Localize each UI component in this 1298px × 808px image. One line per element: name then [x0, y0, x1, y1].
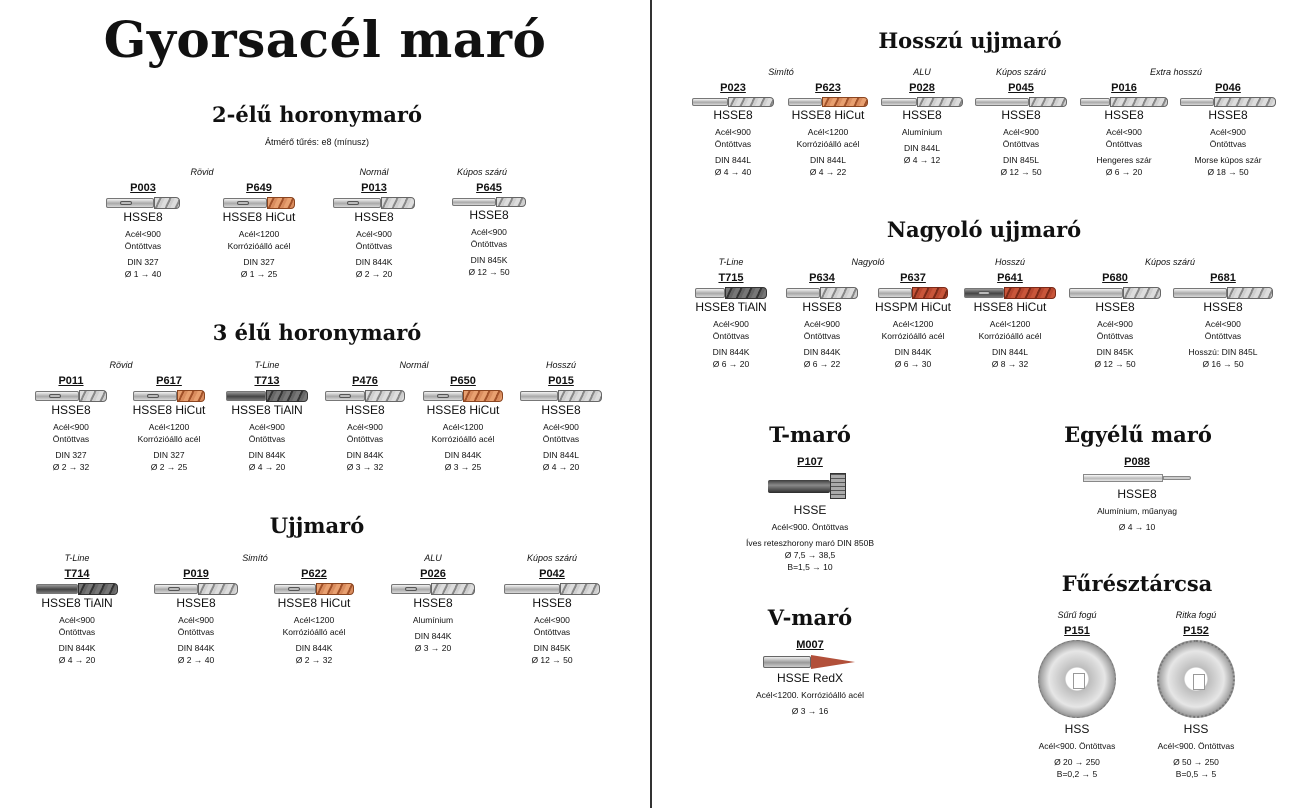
- tool-diameter: Ø 3 → 16: [791, 706, 829, 716]
- tool-code[interactable]: P645: [476, 182, 502, 194]
- tool-code[interactable]: P045: [1008, 82, 1034, 94]
- tool-workpiece: Acél<900: [356, 229, 392, 239]
- tool-workpiece: Acél<900: [53, 422, 89, 432]
- tool-diameter: Ø 6 → 20: [1105, 167, 1143, 177]
- tool-material: HSSPM HiCut: [874, 300, 951, 314]
- tool-diameter: Ø 2 → 40: [177, 655, 215, 665]
- tool-workpiece: Alumínium: [412, 615, 454, 625]
- end-mill-image: [133, 389, 205, 403]
- group-label: Hosszú: [994, 257, 1026, 267]
- tool-width: B=0,2 → 5: [1056, 769, 1098, 779]
- tool-code[interactable]: T713: [254, 375, 280, 387]
- tool-diameter: Ø 12 → 50: [1094, 359, 1136, 369]
- tool-diameter: Ø 4 → 10: [1118, 522, 1156, 532]
- tool-material: HSS: [1064, 722, 1090, 736]
- tool-workpiece: Acél<900: [1106, 127, 1142, 137]
- tool-material: HSSE8: [123, 210, 163, 224]
- tool-workpiece-2: Öntöttvas: [1204, 331, 1242, 341]
- tool-code[interactable]: P011: [58, 375, 84, 387]
- tool-material: HSSE8: [345, 403, 385, 417]
- tool-workpiece-2: Öntöttvas: [346, 434, 384, 444]
- group-label: T-Line: [254, 360, 280, 370]
- tool-code[interactable]: P026: [420, 568, 446, 580]
- group-label: Ritka fogú: [1175, 610, 1217, 620]
- tool-card: [501, 375, 621, 473]
- section-title-3el: 3 élű horonymaró: [212, 320, 422, 345]
- group-label: Simító: [768, 67, 794, 77]
- end-mill-image: [504, 582, 600, 596]
- end-mill-image: [788, 96, 868, 108]
- tool-code[interactable]: P019: [183, 568, 209, 580]
- tool-standard: DIN 844K: [414, 631, 452, 641]
- tool-workpiece-2: Öntöttvas: [470, 239, 508, 249]
- page-divider: [650, 0, 652, 808]
- end-mill-image: [36, 582, 118, 596]
- tool-material: HSSE8 HiCut: [132, 403, 206, 417]
- tool-material: HSSE8: [802, 300, 842, 314]
- tool-workpiece-2: Öntöttvas: [542, 434, 580, 444]
- tool-material: HSSE RedX: [776, 671, 844, 685]
- tool-standard: DIN 845L: [1003, 155, 1039, 165]
- tool-workpiece: Acél<1200: [148, 422, 190, 432]
- tool-workpiece-2: Korrózióálló acél: [881, 331, 945, 341]
- tool-code[interactable]: P681: [1210, 272, 1236, 284]
- tool-diameter: Ø 3 → 32: [346, 462, 384, 472]
- tool-diameter: Ø 4 → 20: [248, 462, 286, 472]
- group-label: Normál: [399, 360, 429, 370]
- tool-card: [136, 568, 256, 666]
- end-mill-image: [154, 582, 238, 596]
- tool-standard: DIN 844K: [346, 450, 384, 460]
- tool-width: B=0,5 → 5: [1175, 769, 1217, 779]
- tool-standard: DIN 844L: [715, 155, 751, 165]
- end-mill-image: [423, 389, 503, 403]
- group-label: Simító: [242, 553, 268, 563]
- tool-material: HSSE8 HiCut: [277, 596, 351, 610]
- tool-material: HSSE8: [902, 108, 942, 122]
- tool-diameter: Ø 2 → 20: [355, 269, 393, 279]
- tool-workpiece: Acél<900: [713, 319, 749, 329]
- tool-workpiece: Acél<1200: [293, 615, 335, 625]
- tool-material: HSSE8 TiAlN: [231, 403, 303, 417]
- tool-code[interactable]: P641: [997, 272, 1023, 284]
- tool-material: HSSE8: [413, 596, 453, 610]
- end-mill-image: [695, 286, 767, 300]
- end-mill-image: [223, 196, 295, 210]
- tool-code[interactable]: P151: [1064, 625, 1090, 637]
- tool-standard: DIN 844L: [543, 450, 579, 460]
- tool-diameter: Ø 4 → 20: [542, 462, 580, 472]
- tolerance-note: Átmérő tűrés: e8 (mínusz): [264, 137, 370, 147]
- group-label: T-Line: [64, 553, 90, 563]
- tool-standard: DIN 844L: [810, 155, 846, 165]
- tool-standard: DIN 327: [243, 257, 275, 267]
- group-label: Normál: [359, 167, 389, 177]
- tool-standard: DIN 327: [153, 450, 185, 460]
- tool-code[interactable]: P003: [130, 182, 156, 194]
- tool-card: [1168, 82, 1288, 178]
- end-mill-image: [1180, 96, 1276, 108]
- tool-workpiece: Acél<900: [471, 227, 507, 237]
- tool-standard: DIN 844K: [58, 643, 96, 653]
- tool-diameter: Ø 4 → 20: [58, 655, 96, 665]
- group-label: Extra hosszú: [1149, 67, 1203, 77]
- tool-material: HSSE8: [541, 403, 581, 417]
- tool-code[interactable]: P152: [1183, 625, 1209, 637]
- group-label: Kúpos szárú: [526, 553, 578, 563]
- tool-code[interactable]: P476: [352, 375, 378, 387]
- section-title-egyelu: Egyélű maró: [1064, 422, 1212, 447]
- tool-standard: Morse kúpos szár: [1194, 155, 1262, 165]
- tool-code[interactable]: T715: [718, 272, 744, 284]
- tool-workpiece-2: Öntöttvas: [1105, 139, 1143, 149]
- tool-code[interactable]: P013: [361, 182, 387, 194]
- group-label: Kúpos szárú: [1144, 257, 1196, 267]
- tool-width: B=1,5 → 10: [787, 562, 833, 572]
- end-mill-image: [333, 196, 415, 210]
- single-flute-cutter-image: [1083, 473, 1191, 483]
- end-mill-image: [35, 389, 107, 403]
- group-label: T-Line: [718, 257, 744, 267]
- tool-card: [1136, 625, 1256, 780]
- tool-workpiece-2: Öntöttvas: [52, 434, 90, 444]
- tool-workpiece: Acél<1200. Korrózióálló acél: [756, 690, 864, 700]
- section-title-t-maro: T-maró: [769, 422, 851, 447]
- tool-workpiece-2: Öntöttvas: [533, 627, 571, 637]
- tool-workpiece: Acél<900: [715, 127, 751, 137]
- tool-code[interactable]: P015: [548, 375, 574, 387]
- end-mill-image: [964, 286, 1056, 300]
- tool-workpiece: Acél<900: [1003, 127, 1039, 137]
- tool-standard: DIN 844K: [295, 643, 333, 653]
- tool-workpiece-2: Öntöttvas: [712, 331, 750, 341]
- tool-workpiece-2: Öntöttvas: [58, 627, 96, 637]
- tool-material: HSSE8 HiCut: [973, 300, 1047, 314]
- tool-workpiece-2: Korrózióálló acél: [431, 434, 495, 444]
- tool-material: HSSE8: [713, 108, 753, 122]
- tool-material: HSSE8 HiCut: [426, 403, 500, 417]
- tool-card: [1017, 625, 1137, 780]
- tool-standard: DIN 844L: [904, 143, 940, 153]
- tool-diameter: Ø 2 → 25: [150, 462, 188, 472]
- tool-standard: DIN 844K: [803, 347, 841, 357]
- saw-blade-image: [1038, 640, 1116, 718]
- tool-material: HSSE8: [176, 596, 216, 610]
- tool-workpiece-2: Öntöttvas: [1096, 331, 1134, 341]
- tool-standard: DIN 844K: [177, 643, 215, 653]
- tool-material: HSSE8: [1208, 108, 1248, 122]
- tool-code[interactable]: P617: [156, 375, 182, 387]
- tool-workpiece: Acél<900. Öntöttvas: [1038, 741, 1116, 751]
- tool-workpiece: Acél<900. Öntöttvas: [771, 522, 849, 532]
- tool-material: HSSE8 HiCut: [222, 210, 296, 224]
- tool-standard: Hengeres szár: [1096, 155, 1152, 165]
- tool-standard: DIN 327: [127, 257, 159, 267]
- tool-workpiece: Acél<1200: [238, 229, 280, 239]
- tool-card: [1064, 82, 1184, 178]
- group-label: Hosszú: [545, 360, 577, 370]
- tool-standard: DIN 844L: [992, 347, 1028, 357]
- end-mill-image: [692, 96, 774, 108]
- tool-diameter: Ø 20 → 250: [1054, 757, 1100, 767]
- section-title-2el: 2-élű horonymaró: [212, 102, 422, 127]
- tool-workpiece: Acél<900. Öntöttvas: [1157, 741, 1235, 751]
- section-title-nagyolo: Nagyoló ujjmaró: [886, 217, 1082, 242]
- tool-code[interactable]: P623: [815, 82, 841, 94]
- group-label: Rövid: [190, 167, 214, 177]
- tool-workpiece: Acél<1200: [807, 127, 849, 137]
- tool-card: [314, 182, 434, 280]
- tool-code[interactable]: T714: [64, 568, 90, 580]
- tool-workpiece-2: Korrózióálló acél: [796, 139, 860, 149]
- tool-workpiece-2: Korrózióálló acél: [137, 434, 201, 444]
- group-label: Nagyoló: [851, 257, 885, 267]
- tool-card: [492, 568, 612, 666]
- tool-code[interactable]: P680: [1102, 272, 1128, 284]
- tool-workpiece: Acél<1200: [892, 319, 934, 329]
- tool-material: HSSE8: [1203, 300, 1243, 314]
- tool-material: HSSE8: [1095, 300, 1135, 314]
- tool-material: HSSE8: [469, 208, 509, 222]
- tool-standard: DIN 845K: [1096, 347, 1134, 357]
- end-mill-image: [325, 389, 405, 403]
- end-mill-image: [878, 286, 948, 300]
- tool-code[interactable]: P028: [909, 82, 935, 94]
- tool-workpiece: Acél<900: [178, 615, 214, 625]
- tool-workpiece: Acél<900: [1210, 127, 1246, 137]
- tool-diameter: Ø 50 → 250: [1173, 757, 1219, 767]
- tool-workpiece-2: Öntöttvas: [124, 241, 162, 251]
- tool-diameter: Ø 12 → 50: [1000, 167, 1042, 177]
- tool-card: [730, 639, 890, 717]
- group-label: Sűrű fogú: [1057, 610, 1097, 620]
- tool-code[interactable]: P088: [1124, 456, 1150, 468]
- tool-diameter: Ø 18 → 50: [1207, 167, 1249, 177]
- tool-diameter: Ø 6 → 30: [894, 359, 932, 369]
- tool-description: Íves reteszhorony maró DIN 850B: [745, 538, 875, 548]
- tool-code[interactable]: P023: [720, 82, 746, 94]
- group-label: Rövid: [109, 360, 133, 370]
- tool-material: HSSE8: [354, 210, 394, 224]
- tool-code[interactable]: P016: [1111, 82, 1137, 94]
- tool-diameter: Ø 4 → 22: [809, 167, 847, 177]
- end-mill-image: [1080, 96, 1168, 108]
- tool-material: HSSE8: [51, 403, 91, 417]
- tool-diameter: Ø 16 → 50: [1202, 359, 1244, 369]
- tool-standard: DIN 327: [55, 450, 87, 460]
- tool-card: [17, 568, 137, 666]
- tool-diameter: Ø 8 → 32: [991, 359, 1029, 369]
- tool-diameter: Ø 4 → 40: [714, 167, 752, 177]
- saw-blade-image: [1157, 640, 1235, 718]
- tool-workpiece: Alumínium, műanyag: [1097, 506, 1177, 516]
- tool-workpiece-2: Korrózióálló acél: [227, 241, 291, 251]
- tool-workpiece: Alumínium: [901, 127, 943, 137]
- end-mill-image: [881, 96, 963, 108]
- tool-diameter: Ø 12 → 50: [531, 655, 573, 665]
- tool-workpiece-2: Öntöttvas: [248, 434, 286, 444]
- tool-diameter: Ø 2 → 32: [52, 462, 90, 472]
- end-mill-image: [520, 389, 602, 403]
- tool-diameter: Ø 6 → 22: [803, 359, 841, 369]
- tool-code[interactable]: P046: [1215, 82, 1241, 94]
- group-label: ALU: [913, 67, 931, 77]
- tool-workpiece: Acél<900: [534, 615, 570, 625]
- tool-material: HSSE8: [1001, 108, 1041, 122]
- tool-workpiece: Acél<900: [249, 422, 285, 432]
- tool-card: [730, 456, 890, 573]
- tool-diameter: Ø 1 → 25: [240, 269, 278, 279]
- t-slot-cutter-image: [768, 473, 853, 499]
- end-mill-image: [391, 582, 475, 596]
- tool-standard: DIN 844K: [444, 450, 482, 460]
- tool-workpiece: Acél<900: [125, 229, 161, 239]
- tool-diameter: Ø 3 → 25: [444, 462, 482, 472]
- tool-material: HSSE8: [532, 596, 572, 610]
- tool-diameter: Ø 7,5 → 38,5: [784, 550, 836, 560]
- tool-workpiece-2: Öntöttvas: [355, 241, 393, 251]
- tool-material: HSSE8 TiAlN: [695, 300, 767, 314]
- tool-standard: DIN 845K: [533, 643, 571, 653]
- end-mill-image: [1069, 286, 1161, 300]
- section-title-fureszt: Fűrésztárcsa: [1061, 571, 1213, 596]
- tool-material: HSSE8: [1117, 487, 1157, 501]
- tool-workpiece: Acél<900: [543, 422, 579, 432]
- tool-workpiece: Acél<1200: [989, 319, 1031, 329]
- section-title-ujjmaro: Ujjmaró: [269, 513, 365, 538]
- tool-card: [950, 272, 1070, 370]
- tool-code[interactable]: P637: [900, 272, 926, 284]
- tool-workpiece-2: Öntöttvas: [1209, 139, 1247, 149]
- tool-workpiece-2: Korrózióálló acél: [282, 627, 346, 637]
- tool-card: [199, 182, 319, 280]
- tool-card: [1057, 456, 1217, 533]
- section-title-v-maro: V-maró: [767, 605, 853, 630]
- tool-card: [429, 182, 549, 278]
- tool-workpiece: Acél<1200: [442, 422, 484, 432]
- tool-workpiece: Acél<900: [59, 615, 95, 625]
- page-title: Gyorsacél maró: [103, 10, 547, 69]
- tool-workpiece: Acél<900: [347, 422, 383, 432]
- tool-material: HSSE8 TiAlN: [41, 596, 113, 610]
- end-mill-image: [226, 389, 308, 403]
- tool-card: [1055, 272, 1175, 370]
- tool-standard: DIN 845K: [470, 255, 508, 265]
- tool-standard: Hosszú: DIN 845L: [1188, 347, 1258, 357]
- end-mill-image: [452, 196, 526, 208]
- tool-code[interactable]: P634: [809, 272, 835, 284]
- tool-code[interactable]: P650: [450, 375, 476, 387]
- tool-diameter: Ø 12 → 50: [468, 267, 510, 277]
- end-mill-image: [975, 96, 1067, 108]
- tool-workpiece-2: Öntöttvas: [714, 139, 752, 149]
- tool-material: HSSE8: [1104, 108, 1144, 122]
- tool-card: [83, 182, 203, 280]
- section-title-hosszu: Hosszú ujjmaró: [878, 28, 1062, 53]
- tool-material: HSSE8 HiCut: [791, 108, 865, 122]
- tool-card: [961, 82, 1081, 178]
- end-mill-image: [1173, 286, 1273, 300]
- tool-code[interactable]: M007: [796, 639, 824, 651]
- tool-diameter: Ø 2 → 32: [295, 655, 333, 665]
- group-label: Kúpos szárú: [456, 167, 508, 177]
- tool-material: HSS: [1183, 722, 1209, 736]
- tool-workpiece-2: Korrózióálló acél: [978, 331, 1042, 341]
- tool-code[interactable]: P042: [539, 568, 565, 580]
- tool-workpiece-2: Öntöttvas: [803, 331, 841, 341]
- tool-standard: DIN 844K: [894, 347, 932, 357]
- tool-diameter: Ø 1 → 40: [124, 269, 162, 279]
- tool-card: [254, 568, 374, 666]
- tool-standard: DIN 844K: [712, 347, 750, 357]
- tool-workpiece: Acél<900: [1097, 319, 1133, 329]
- end-mill-image: [786, 286, 858, 300]
- tool-diameter: Ø 3 → 20: [414, 643, 452, 653]
- tool-diameter: Ø 6 → 20: [712, 359, 750, 369]
- group-label: Kúpos szárú: [995, 67, 1047, 77]
- end-mill-image: [274, 582, 354, 596]
- tool-workpiece: Acél<900: [1205, 319, 1241, 329]
- tool-card: [1163, 272, 1283, 370]
- tool-code[interactable]: P107: [797, 456, 823, 468]
- end-mill-image: [106, 196, 180, 210]
- group-label: ALU: [424, 553, 442, 563]
- v-cutter-image: [763, 655, 858, 669]
- tool-diameter: Ø 4 → 12: [903, 155, 941, 165]
- tool-code[interactable]: P622: [301, 568, 327, 580]
- tool-workpiece-2: Öntöttvas: [177, 627, 215, 637]
- tool-workpiece: Acél<900: [804, 319, 840, 329]
- tool-material: HSSE: [793, 503, 827, 517]
- tool-workpiece-2: Öntöttvas: [1002, 139, 1040, 149]
- tool-standard: DIN 844K: [355, 257, 393, 267]
- tool-card: [373, 568, 493, 654]
- tool-code[interactable]: P649: [246, 182, 272, 194]
- tool-standard: DIN 844K: [248, 450, 286, 460]
